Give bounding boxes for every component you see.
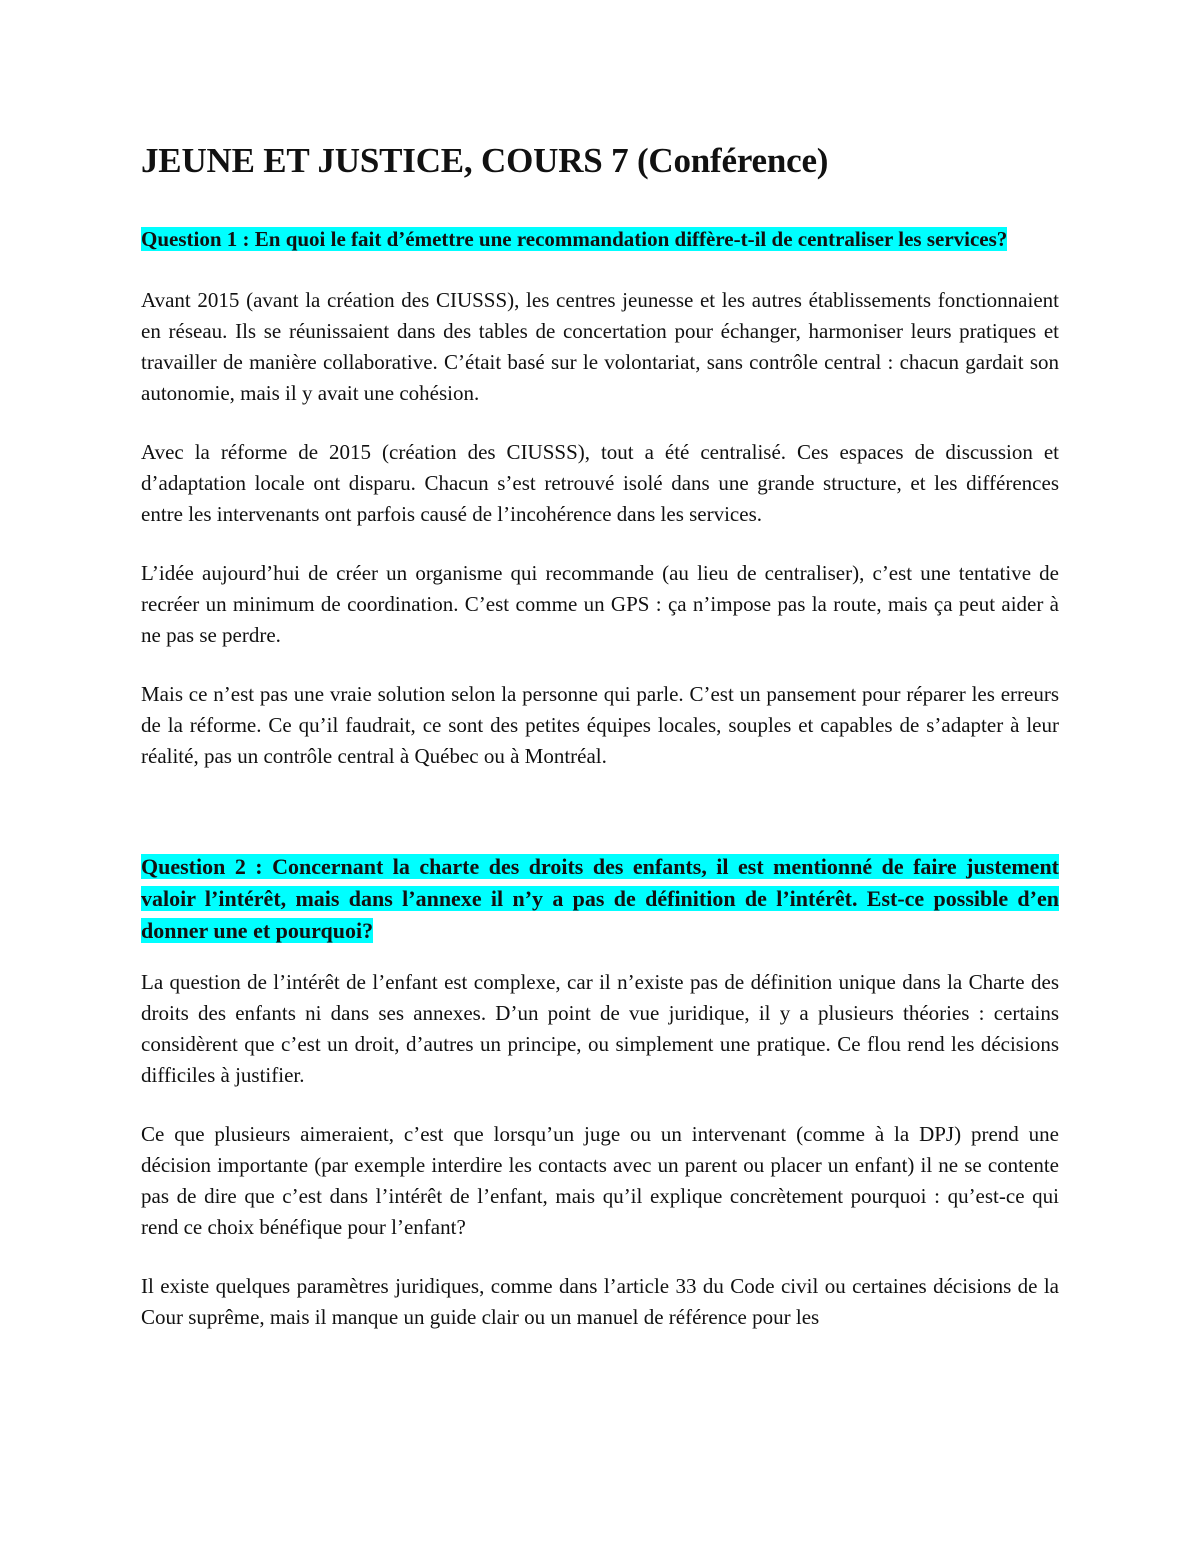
answer-1-paragraph-3: L’idée aujourd’hui de créer un organisme qui recommande (au lieu de centraliser), c’est une tentative de recréer un minimum de coordination. C’est comme un GPS : ça n’impose pas la route, mais ça peut aider à ne pas se perdre.	[141, 561, 1059, 647]
answer-1-paragraph-1: Avant 2015 (avant la création des CIUSSS), les centres jeunesse et les autres établissements fonctionnaient en réseau. Ils se réunissaient dans des tables de concertation pour échanger, harmoniser leurs pratiques et travailler de manière collaborative. C’était basé sur le volontariat, sans contrôle central : chacun gardait son autonomie, mais il y avait une cohésion.	[141, 288, 1059, 405]
question-2	[141, 851, 1059, 947]
document-title: JEUNE ET JUSTICE, COURS 7 (Conférence)	[141, 141, 829, 180]
answer-1-paragraph-4: Mais ce n’est pas une vraie solution selon la personne qui parle. C’est un pansement pour réparer les erreurs de la réforme. Ce qu’il faudrait, ce sont des petites équipes locales, souples et capables de s’adapter à leur réalité, pas un contrôle central à Québec ou à Montréal.	[141, 682, 1059, 768]
answer-2-paragraph-1: La question de l’intérêt de l’enfant est complexe, car il n’existe pas de définition unique dans la Charte des droits des enfants ni dans ses annexes. D’un point de vue juridique, il y a plusieurs théories : certains considèrent que c’est un droit, d’autres un principe, ou simplement une pratique. Ce flou rend les décisions difficiles à justifier.	[141, 970, 1059, 1087]
answer-2-paragraph-3: Il existe quelques paramètres juridiques, comme dans l’article 33 du Code civil ou certaines décisions de la Cour suprême, mais il manque un guide clair ou un manuel de référence pour les	[141, 1274, 1059, 1329]
answer-1-paragraph-2: Avec la réforme de 2015 (création des CIUSSS), tout a été centralisé. Ces espaces de discussion et d’adaptation locale ont disparu. Chacun s’est retrouvé isolé dans une grande structure, et les différences entre les intervenants ont parfois causé de l’incohérence dans les services.	[141, 440, 1059, 526]
document-page	[141, 140, 1059, 1333]
answer-2-paragraph-2: Ce que plusieurs aimeraient, c’est que lorsqu’un juge ou un intervenant (comme à la DPJ) prend une décision importante (par exemple interdire les contacts avec un parent ou placer un enfant) il ne se contente pas de dire que c’est dans l’intérêt de l’enfant, mais qu’il explique concrètement pourquoi : qu’est-ce qui rend ce choix bénéfique pour l’enfant?	[141, 1122, 1059, 1239]
question-1-highlight: Question 1 : En quoi le fait d’émettre une recommandation diffère-t-il de centraliser les services?	[141, 227, 1008, 251]
question-1	[141, 224, 1059, 255]
question-2-highlight: Question 2 : Concernant la charte des droits des enfants, il est mentionné de faire justement valoir l’intérêt, mais dans l’annexe il n’y a pas de définition de l’intérêt. Est-ce possible d’en donner une et pourquoi?	[141, 854, 1059, 943]
